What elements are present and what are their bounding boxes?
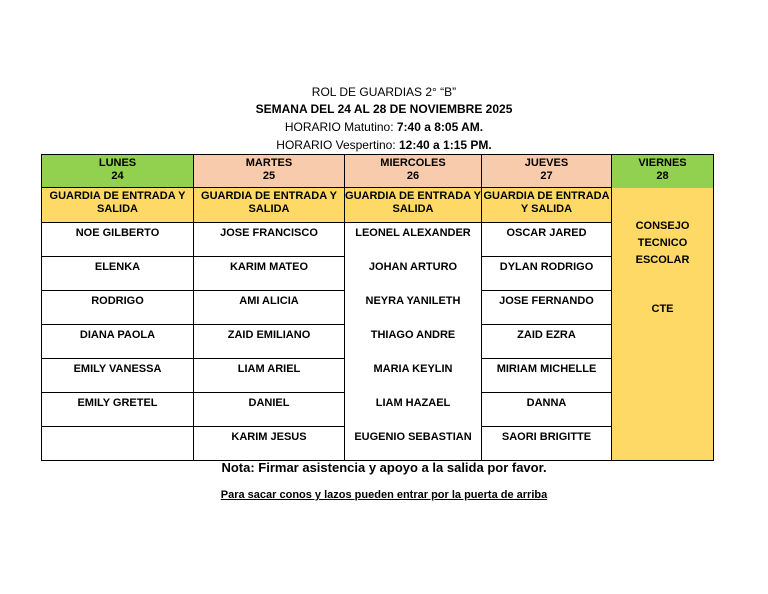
morning-label: HORARIO Matutino: [284,120,397,134]
morning-schedule [0,120,768,134]
table-cell: ZAID EZRA [482,325,612,359]
table-cell [42,427,194,461]
table-cell: DANIEL [194,393,345,427]
footer-info: Para sacar conos y lazos pueden entrar por la puerta de arriba [220,489,548,501]
day-header-viernes: VIERNES 28 [612,155,714,188]
day-header-lunes: LUNES 24 [42,155,194,188]
day-header-jueves: JUEVES 27 [482,155,612,188]
table-cell: JOSE FRANCISCO [194,223,345,257]
table-cell: DIANA PAOLA [42,325,194,359]
table-cell: KARIM JESUS [194,427,345,461]
table-cell: LIAM HAZAEL [345,393,482,427]
table-cell: EMILY VANESSA [42,359,194,393]
viernes-cte-block [612,188,714,461]
table-cell: LIAM ARIEL [194,359,345,393]
duty-label-jueves: GUARDIA DE ENTRADA Y SALIDA [482,188,612,223]
table-cell: ELENKA [42,257,194,291]
footer-note: Nota: Firmar asistencia y apoyo a la salida por favor. [221,460,547,475]
duty-label-miercoles: GUARDIA DE ENTRADA Y SALIDA [345,188,482,223]
table-cell: THIAGO ANDRE [345,325,482,359]
schedule-title: ROL DE GUARDIAS 2° “B” [311,85,457,99]
day-header-miercoles: MIERCOLES 26 [345,155,482,188]
cte-abbr: CTE [651,302,674,315]
morning-time: 7:40 a 8:05 AM. [396,120,484,134]
evening-time: 12:40 a 1:15 PM. [399,138,492,152]
table-cell: KARIM MATEO [194,257,345,291]
table-cell: AMI ALICIA [194,291,345,325]
table-cell: EUGENIO SEBASTIAN [345,427,482,461]
table-cell: ZAID EMILIANO [194,325,345,359]
table-cell: JOSE FERNANDO [482,291,612,325]
evening-schedule [0,138,768,152]
table-cell: LEONEL ALEXANDER [345,223,482,257]
table-cell: MARIA KEYLIN [345,359,482,393]
day-header-martes: MARTES 25 [194,155,345,188]
table-cell: EMILY GRETEL [42,393,194,427]
table-cell: SAORI BRIGITTE [482,427,612,461]
table-cell: MIRIAM MICHELLE [482,359,612,393]
table-cell: NOE GILBERTO [42,223,194,257]
table-cell: DYLAN RODRIGO [482,257,612,291]
cte-line-2: TECNICO [637,236,688,249]
table-cell: OSCAR JARED [482,223,612,257]
table-cell: RODRIGO [42,291,194,325]
table-cell: NEYRA YANILETH [345,291,482,325]
evening-label: HORARIO Vespertino: [276,138,399,152]
duty-roster-table [41,154,714,461]
table-cell: DANNA [482,393,612,427]
duty-label-lunes: GUARDIA DE ENTRADA Y SALIDA [42,188,194,223]
week-range: SEMANA DEL 24 AL 28 DE NOVIEMBRE 2025 [255,102,513,116]
table-cell: JOHAN ARTURO [345,257,482,291]
cte-line-3: ESCOLAR [635,253,690,266]
cte-line-1: CONSEJO [635,219,690,232]
duty-label-martes: GUARDIA DE ENTRADA Y SALIDA [194,188,345,223]
